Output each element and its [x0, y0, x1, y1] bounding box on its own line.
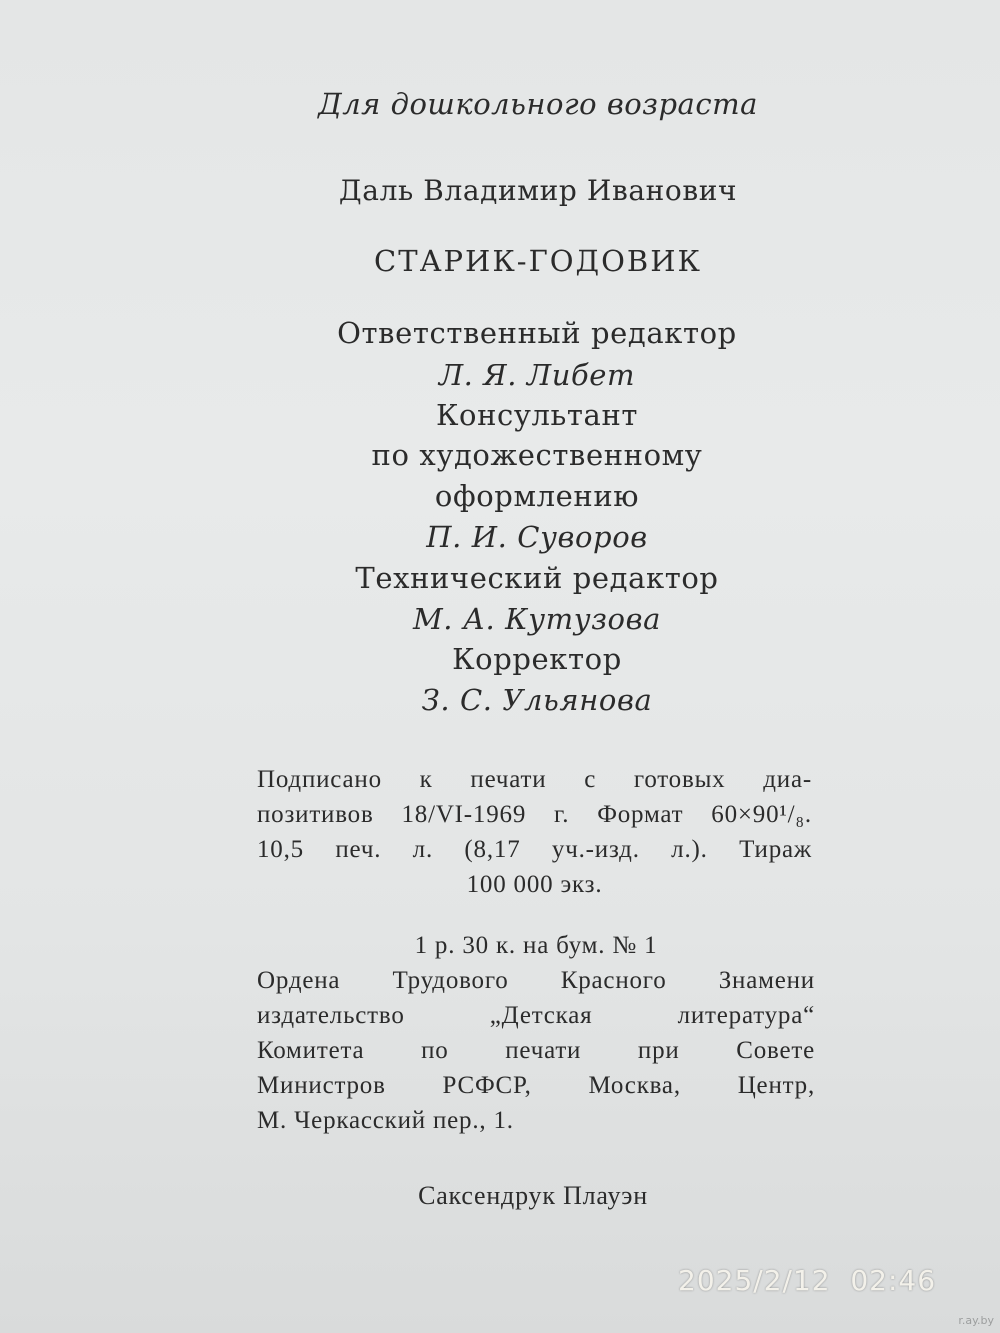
photo-timestamp: 2025/2/12 02:46 — [678, 1264, 937, 1297]
publisher-line: Комитета по печати при Совете — [257, 1037, 815, 1064]
print-run-line: 100 000 экз. — [466, 871, 603, 898]
print-info-line: 10,5 печ. л. (8,17 уч.-изд. л.). Тираж — [257, 836, 812, 863]
publisher-address-line: М. Черкасский пер., 1. — [257, 1107, 514, 1134]
consultant-role-line-2: по художественному — [371, 438, 703, 472]
editor-name: Л. Я. Либет — [438, 358, 636, 392]
consultant-name: П. И. Суворов — [426, 520, 648, 554]
author-name: Даль Владимир Иванович — [338, 174, 738, 207]
printer-name: Саксендрук Плауэн — [418, 1181, 648, 1210]
proofreader-role: Корректор — [452, 642, 622, 676]
publisher-line: Ордена Трудового Красного Знамени — [257, 967, 815, 994]
consultant-role-line-3: оформлению — [434, 479, 640, 513]
publisher-line: Министров РСФСР, Москва, Центр, — [257, 1072, 815, 1099]
publisher-paragraph — [257, 928, 815, 1138]
book-title: СТАРИК-ГОДОВИК — [374, 244, 702, 278]
tech-editor-role: Технический редактор — [355, 561, 719, 595]
print-info-line: позитивов 18/VI-1969 г. Формат 60×90¹/₈. — [257, 801, 812, 828]
proofreader-name: З. С. Ульянова — [421, 683, 653, 717]
publisher-line: издательство „Детская литература“ — [257, 1002, 815, 1029]
editor-role: Ответственный редактор — [337, 316, 737, 350]
age-group-label: Для дошкольного возраста — [318, 87, 758, 121]
consultant-role-line-1: Консультант — [435, 398, 639, 432]
price-line: 1 р. 30 к. на бум. № 1 — [414, 932, 658, 959]
print-info-line: Подписано к печати с готовых диа- — [257, 766, 812, 793]
tech-editor-name: М. А. Кутузова — [413, 602, 661, 636]
print-info-paragraph — [257, 762, 812, 902]
site-watermark: r.ay.by — [958, 1314, 994, 1327]
